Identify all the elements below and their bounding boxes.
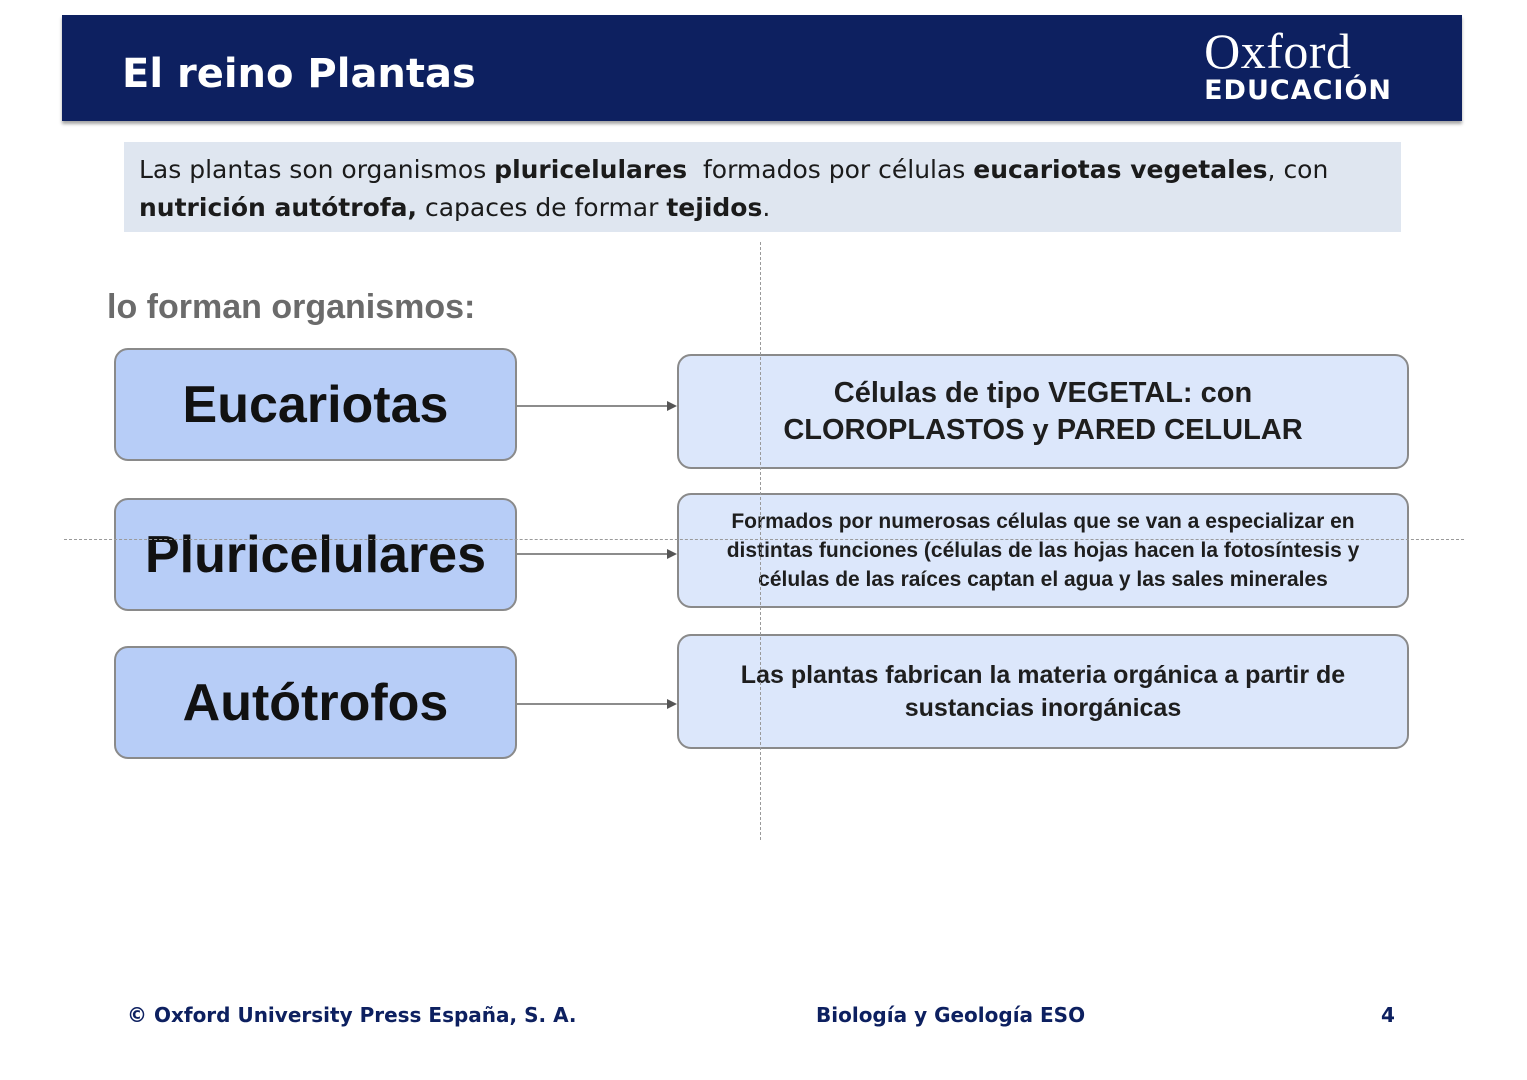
description-box-eucariotas bbox=[677, 354, 1409, 469]
footer-copyright: © Oxford University Press España, S. A. bbox=[127, 1003, 577, 1027]
intro-text-2: formados por células bbox=[687, 155, 974, 184]
arrow-autotrofos bbox=[517, 698, 677, 710]
intro-bold-eucariotas: eucariotas vegetales bbox=[973, 155, 1268, 184]
intro-bold-tejidos: tejidos bbox=[666, 193, 763, 222]
intro-text-4: capaces de formar bbox=[417, 193, 667, 222]
slide-title: El reino Plantas bbox=[122, 51, 476, 97]
vertical-guide-line bbox=[760, 242, 761, 840]
footer-page-number: 4 bbox=[1381, 1003, 1395, 1027]
slide-header bbox=[62, 15, 1462, 121]
intro-text-1: Las plantas son organismos bbox=[139, 155, 495, 184]
description-text-pluricelulares: Formados por numerosas células que se van a especializar en distintas funciones (células de las hojas hacen la fotosíntesis y células de las raíces captan el agua y las sales minerales bbox=[726, 510, 1360, 591]
term-box-autotrofos: Autótrofos bbox=[114, 646, 517, 759]
term-box-eucariotas: Eucariotas bbox=[114, 348, 517, 461]
intro-bold-pluricelulares: pluricelulares bbox=[494, 155, 688, 184]
intro-text-5: . bbox=[762, 193, 771, 222]
arrow-pluricelulares bbox=[517, 548, 677, 560]
intro-bold-nutricion: nutrición autótrofa, bbox=[139, 193, 418, 222]
intro-text-3: , con bbox=[1267, 155, 1329, 184]
logo-oxford-text: Oxford bbox=[1204, 23, 1352, 79]
oxford-logo bbox=[1204, 25, 1392, 105]
section-subtitle: lo forman organismos: bbox=[107, 288, 476, 326]
term-box-pluricelulares: Pluricelulares bbox=[114, 498, 517, 611]
description-box-autotrofos bbox=[677, 634, 1409, 749]
arrow-eucariotas bbox=[517, 400, 677, 412]
description-text-eucariotas: Células de tipo VEGETAL: con CLOROPLASTOS y PARED CELULAR bbox=[783, 376, 1303, 446]
logo-educacion-text: EDUCACIÓN bbox=[1204, 75, 1392, 106]
horizontal-guide-line bbox=[64, 539, 1464, 540]
footer-subject: Biología y Geología ESO bbox=[816, 1003, 1086, 1027]
intro-definition bbox=[124, 142, 1401, 232]
description-box-pluricelulares bbox=[677, 493, 1409, 608]
description-text-autotrofos: Las plantas fabrican la materia orgánica a partir de sustancias inorgánicas bbox=[740, 660, 1346, 722]
